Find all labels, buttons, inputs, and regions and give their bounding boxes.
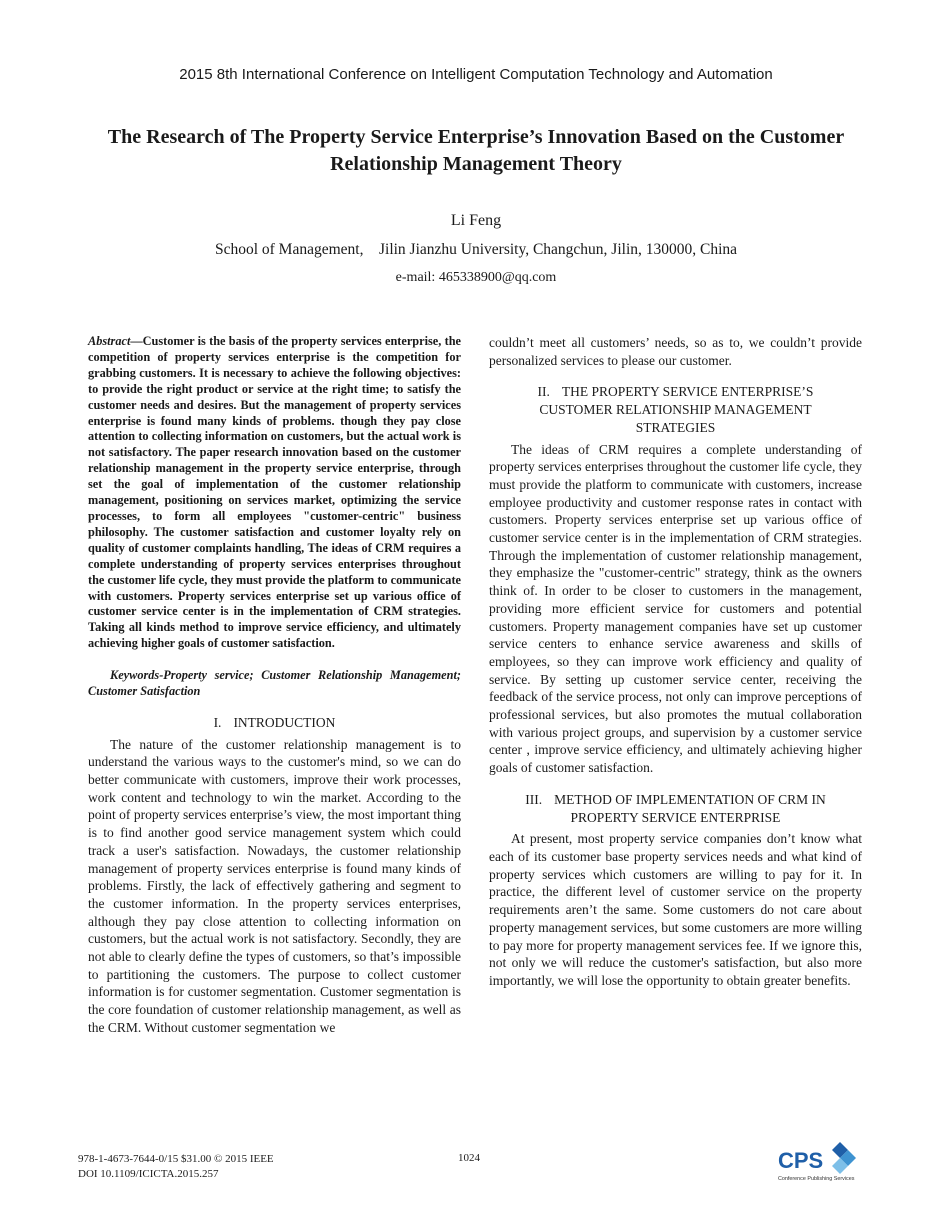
section-1-continuation: couldn’t meet all customers’ needs, so as to, we couldn’t provide personalized services to please our customer. xyxy=(489,335,862,368)
abstract xyxy=(88,334,461,652)
footer-copyright xyxy=(78,1152,274,1182)
section-heading-3 xyxy=(489,791,862,826)
section-number: I. xyxy=(213,714,222,730)
cps-logo-icon xyxy=(778,1138,858,1184)
section-3-body: At present, most property service companies don’t know what each of its customer base property services needs and what kind of property services which customers are willing to pay for it. In practice, the different level of customer service on the property requirements aren’t the same. Some customers do not care about property management services, but some customers are more willing to pay more for property management services fee. If we ignore this, not only we will reduce the customer's satisfaction, but also more importantly, we will lose the opportunity to obtain greater benefits. xyxy=(489,831,862,988)
section-title: THE PROPERTY SERVICE ENTERPRISE’S CUSTOMER RELATIONSHIP MANAGEMENT STRATEGIES xyxy=(539,384,814,435)
section-heading-1 xyxy=(88,714,461,732)
footer-doi: DOI 10.1109/ICICTA.2015.257 xyxy=(78,1168,219,1180)
conference-header: 2015 8th International Conference on Intelligent Computation Technology and Automation xyxy=(179,66,773,83)
logo-subtext: Conference Publishing Services xyxy=(778,1176,855,1182)
abstract-text: Customer is the basis of the property services enterprise, the competition of property services enterprise is the competition for grabbing customers. It is necessary to achieve the following objectives: to provide the right product or service at the right time; to satisfy the customer needs and desires. But the management of property services enterprise is found many kinds of problems. though they pay close attention to collecting information on customers, but the actual work is not satisfactory. The paper research innovation based on the customer relationship management in the property service enterprise, through set the goal of implementation of the customer relationship management, positioning on services market, optimizing the service processes, to form all employees "customer-centric" business philosophy. The customer satisfaction and customer loyalty rely on quality of customer complaints handling, The ideas of CRM requires a complete understanding of property services enterprises throughout the customer life cycle, they must provide the platform to communicate with customers. Property services enterprise set up various office of customer service center is in the implementation of CRM strategies. Taking all kinds method to improve service efficiency, and ultimately achieving higher goals of customer satisfaction. xyxy=(88,334,461,651)
logo-text: CPS xyxy=(778,1148,824,1173)
author-affiliation: School of Management, Jilin Jianzhu University, Changchun, Jilin, 130000, China xyxy=(214,241,738,258)
section-title: INTRODUCTION xyxy=(233,714,336,730)
paper-title: The Research of The Property Service Enterprise’s Innovation Based on the Customer Relationship Management Theory xyxy=(107,126,845,175)
section-2-body: The ideas of CRM requires a complete understanding of property services enterprises throughout the customer life cycle, they must provide the platform to communicate with customers, increase employee productivity and customer response rates in contact with customers. Property services enterprise set up various office of customer service center is in the implementation of CRM strategies. Through the implementation of customer relationship management, they emphasize the "customer-centric" strategy, think as the owners think of. In order to be closer to customers in the management, providing more efficient service for customers and potential customers. Property management companies have set up customer service centers to enhance service awareness and skills of employees, so they can improve work efficiency and quality of service. By setting up customer service center, receiving the feedback of the service process, not only can improve perceptions of professional services, but also promotes the mutual collaboration with various project groups, and supervision by a customer service center , improve service efficiency, and ultimately achieving higher goals of customer satisfaction. xyxy=(489,441,862,776)
left-column xyxy=(88,334,461,1037)
section-number: II. xyxy=(537,384,550,400)
section-title: METHOD OF IMPLEMENTATION OF CRM IN PROPERTY SERVICE ENTERPRISE xyxy=(554,791,826,825)
abstract-label: Abstract xyxy=(88,334,131,348)
section-number: III. xyxy=(525,791,543,807)
section-heading-2 xyxy=(489,383,862,436)
section-1-body: The nature of the customer relationship management is to understand the various ways to the customer's mind, so we can do better communicate with customers, improve their work processes, work content and technology to win the market. According to the point of property services enterprise’s view, the most important thing is to find another good service management system which could track a user's satisfaction. Nowadays, the customer relationship management of property services enterprise is found many kinds of problems. Firstly, the lack of effectively gathering and segment to the customer information. In the property services enterprises, although they pay close attention to collecting information on customers, but the actual work is not satisfactory. Secondly, they are not able to clearly define the types of customers, so that’s impossible to partitioning the customers. The purpose to collect customer information is for customer segmentation. Customer segmentation is the core foundation of customer relationship management, as well as the CRM. Without customer segmentation we xyxy=(88,736,461,1035)
abstract-dash: — xyxy=(130,334,143,348)
right-column xyxy=(489,334,862,990)
keywords: Keywords-Property service; Customer Relationship Management; Customer Satisfaction xyxy=(88,668,461,699)
author-email: e-mail: 465338900@qq.com xyxy=(395,270,557,285)
page-number: 1024 xyxy=(458,1152,480,1164)
footer-isbn: 978-1-4673-7644-0/15 $31.00 © 2015 IEEE xyxy=(78,1153,274,1165)
author-name: Li Feng xyxy=(450,212,502,229)
